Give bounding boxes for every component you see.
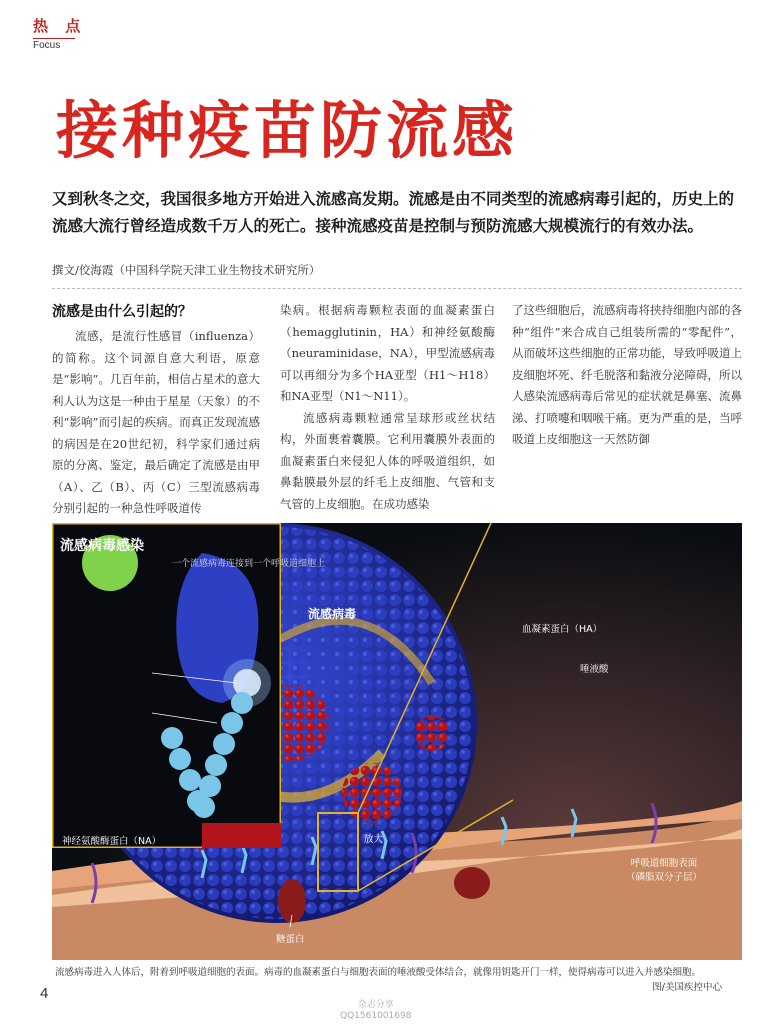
- column-2: [280, 300, 495, 515]
- body-text: 了这些细胞后，流感病毒将挟持细胞内部的各种“组件”来合成自己组装所需的“零配件”，从而破坏这些细胞的正常功能，导致呼吸道上皮细胞坏死、纤毛脱落和黏液分泌障碍，所以人感染流感病毒后常见的症状就是鼻塞、流鼻涕、打喷嚏和咽喉干痛。更为严重的是，当呼吸道上皮细胞这一天然防御: [512, 303, 742, 446]
- section-label-en: Focus: [33, 40, 61, 51]
- zoom-label: 放大: [364, 834, 384, 845]
- lead-paragraph: 又到秋冬之交，我国很多地方开始进入流感高发期。流感是由不同类型的流感病毒引起的，历史上的流感大流行曾经造成数千万人的死亡。接种流感疫苗是控制与预防流感大规模流行的有效办法。: [52, 190, 735, 235]
- figure-credit: 图/美国疾控中心: [652, 982, 722, 993]
- page-number: 4: [40, 985, 49, 1002]
- figure-caption: 流感病毒进入人体后，附着到呼吸道细胞的表面。病毒的血凝素蛋白与细胞表面的唾液酸受体结合，就像用钥匙开门一样，使得病毒可以进入并感染细胞。: [55, 967, 702, 978]
- membrane-label: 呼吸道细胞表面 （磷脂双分子层）: [626, 858, 703, 883]
- figure-title: 流感病毒感染: [60, 538, 144, 554]
- byline: 撰文/佼海霞（中国科学院天津工业生物技术研究所）: [52, 263, 321, 277]
- section-tag: [33, 15, 86, 51]
- sialic-acid-label: 唾液酸: [580, 664, 609, 675]
- byline-divider: [52, 288, 742, 289]
- figure-subtitle: 一个流感病毒连接到一个呼吸道细胞上: [172, 559, 326, 569]
- body-text: 流感病毒颗粒通常呈球形或丝状结构，外面裹着囊膜。它利用囊膜外表面的血凝素蛋白来侵犯人体的呼吸道组织，如鼻黏膜最外层的纤毛上皮细胞、气管和支气管的上皮细胞。在成功感染: [280, 410, 495, 511]
- virus-red-cluster: [414, 715, 450, 751]
- zoom-inset: [52, 523, 281, 848]
- virus-label: 流感病毒: [308, 607, 357, 621]
- column-1: [52, 300, 260, 520]
- body-text: 染病。根据病毒颗粒表面的血凝素蛋白（hemagglutinin，HA）和神经氨酸酶（neuraminidase，NA），甲型流感病毒可以再细分为多个HA亚型（H1～H18）和NA亚型（N1～N11）。: [280, 303, 495, 403]
- na-label: 神经氨酸酶蛋白（NA）: [62, 836, 162, 847]
- headline: 接种疫苗防流感: [56, 94, 519, 167]
- glycoprotein-label: 糖蛋白: [276, 934, 305, 945]
- body-text: 流感，是流行性感冒（influenza）的简称。这个词源自意大利语，原意是“影响”。几百年前，相信占星术的意大利人认为这是一种由于星星（天象）的不利“影响”而引起的疾病。而真正发现流感的病因是在20世纪初，科学家们通过病原的分离、鉴定，最后确定了流感是由甲（A）、乙（B）、丙（C）三型流感病毒分别引起的一种急性呼吸道传: [52, 329, 260, 515]
- section-heading: 流感是由什么引起的？: [52, 304, 192, 320]
- infection-illustration: [52, 523, 742, 960]
- section-rule: [33, 38, 75, 39]
- ha-label: 血凝素蛋白（HA）: [522, 624, 603, 635]
- watermark: 杂志分享 QQ1561001698: [340, 1000, 412, 1021]
- section-label: 热 点: [33, 17, 87, 35]
- column-3: [512, 300, 742, 451]
